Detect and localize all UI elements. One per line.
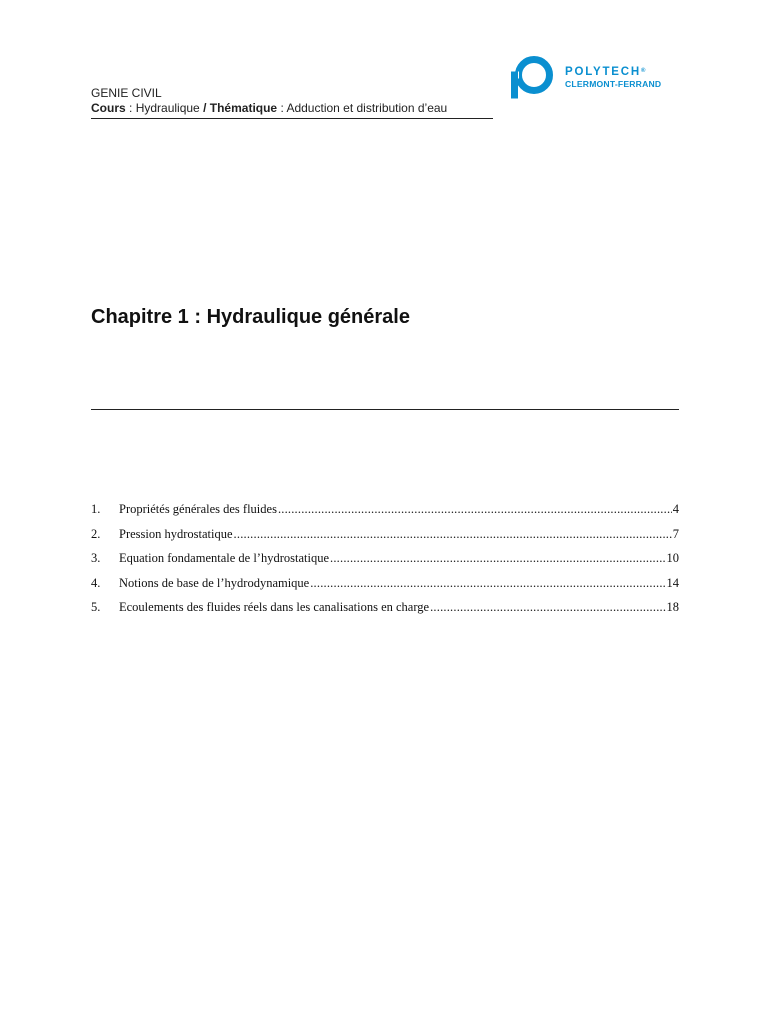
- title-divider: [91, 409, 679, 410]
- toc-entry-label: Notions de base de l’hydrodynamique: [119, 575, 310, 590]
- toc-leader-dots: [234, 527, 672, 542]
- chapter-title: Chapitre 1 : Hydraulique générale: [91, 306, 410, 328]
- toc-entry-label: Pression hydrostatique: [119, 526, 233, 541]
- toc-entry-page: 7: [672, 526, 679, 541]
- toc-entry-number: 4.: [91, 575, 101, 590]
- course-separator: /: [203, 101, 207, 115]
- toc-entry-label: Ecoulements des fluides réels dans les canalisations en charge: [119, 600, 430, 614]
- toc-leader-dots: [430, 600, 665, 615]
- toc-entry[interactable]: [91, 502, 679, 527]
- table-of-contents: [91, 502, 679, 625]
- department-label: GENIE CIVIL: [91, 86, 162, 100]
- toc-entry[interactable]: [91, 576, 679, 601]
- toc-entry[interactable]: [91, 551, 679, 576]
- toc-entry-label: Equation fondamentale de l’hydrostatique: [119, 551, 330, 565]
- course-label: Cours: [91, 101, 126, 115]
- toc-entry-page: 18: [666, 600, 679, 614]
- toc-leader-dots: [278, 502, 672, 517]
- course-line: Cours : Hydraulique / Thématique : Adduction et distribution d’eau: [91, 101, 448, 115]
- toc-leader-dots: [330, 551, 665, 566]
- theme-label: Thématique: [209, 101, 278, 115]
- polytech-logo-icon: [509, 52, 557, 100]
- toc-entry-number: 1.: [91, 502, 101, 516]
- course-value: Hydraulique: [135, 101, 200, 115]
- toc-entry-page: 4: [672, 502, 679, 516]
- theme-value: Adduction et distribution d’eau: [286, 101, 448, 115]
- toc-entry-number: 3.: [91, 551, 101, 565]
- logo-name: [565, 66, 661, 79]
- toc-entry[interactable]: [91, 600, 679, 625]
- toc-entry-number: 2.: [91, 526, 101, 541]
- logo-text: [565, 66, 661, 89]
- toc-entry-page: 10: [666, 551, 679, 565]
- toc-entry-number: 5.: [91, 600, 101, 614]
- header-divider: [91, 118, 493, 119]
- registered-mark: ®: [640, 68, 646, 74]
- logo-subtitle: CLERMONT-FERRAND: [565, 79, 662, 89]
- logo-name-text: POLYTECH: [565, 66, 641, 78]
- toc-entry-label: Propriétés générales des fluides: [119, 502, 277, 516]
- page-header: [91, 86, 493, 115]
- toc-leader-dots: [310, 576, 665, 591]
- toc-entry[interactable]: [91, 527, 679, 552]
- toc-entry-page: 14: [666, 575, 679, 590]
